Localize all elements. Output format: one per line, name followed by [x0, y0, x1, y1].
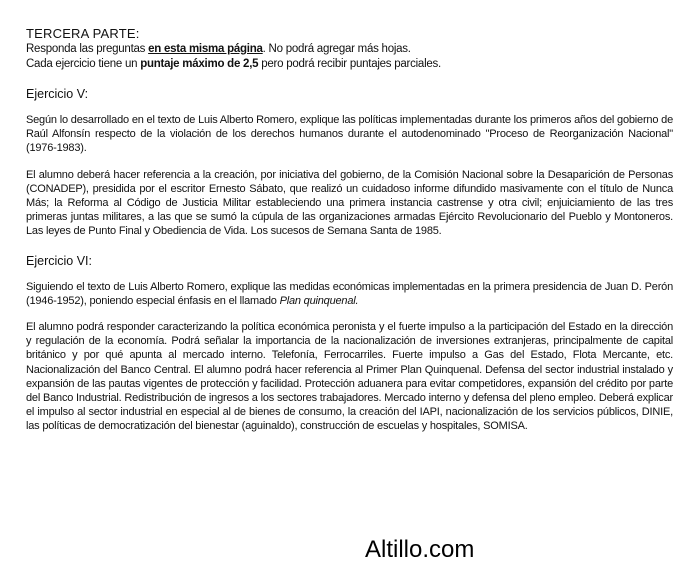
instruction-line-2: [26, 57, 673, 72]
exam-page: [26, 26, 673, 434]
instruction-1-emphasis: en esta misma página: [148, 43, 263, 55]
exercise-6-answer: El alumno podrá responder caracterizando la política económica peronista y el fuerte impulso a la participación del Estado en la dirección y regulación de la economía. Podrá señalar la importancia de la nacionalización de inversiones extranjeras, principalmente de capital británico y por qué apunta al mercado interno. Telefonía, Ferrocarriles. Fuerte impulso a Gas del Estado, Flota Mercante, etc. Nacionalización del Banco Central. El alumno podrá hacer referencia al Primer Plan Quinquenal. Defensa del sector industrial instalado y expansión de las pautas vigentes de protección y facilidad. Protección aduanera para evitar competidores, expansión del crédito por parte del Banco Industrial. Redistribución de ingresos a los sectores trabajadores. Mercado interno y defensa del pleno empleo. Deberá explicar el impulso al sector industrial en especial al de bienes de consumo, la creación del IAPI, nacionalización de los servicios públicos, DINIE, las políticas de democratización del bienestar (aguinaldo), construcción de escuelas y hospitales, SOMISA.: [26, 321, 673, 433]
exercise-6-question: [26, 280, 673, 308]
instruction-1-text: Responda las preguntas: [26, 43, 149, 55]
section-title: TERCERA PARTE:: [26, 26, 140, 41]
exercise-6-question-italic: Plan quinquenal.: [279, 294, 359, 307]
exercise-6-title: Ejercicio VI:: [26, 253, 92, 268]
exercise-6-question-text: Siguiendo el texto de Luis Alberto Romero, explique las medidas económicas implementadas en la primera presidencia de Juan D. Perón (1946-1952), poniendo especial énfasis en el llamado: [26, 280, 673, 307]
site-watermark: Altillo.com: [365, 536, 475, 563]
instruction-1-end: . No podrá agregar más hojas.: [262, 43, 411, 55]
exercise-5-question: Según lo desarrollado en el texto de Luis Alberto Romero, explique las políticas implementadas durante los primeros años del gobierno de Raúl Alfonsín respecto de la violación de los derechos humanos durante el autodenominado "Proceso de Reorganización Nacional" (1976-1983).: [26, 114, 673, 155]
instruction-2-text: Cada ejercicio tiene un: [26, 58, 141, 70]
instruction-2-emphasis: puntaje máximo de 2,5: [140, 58, 259, 70]
instruction-2-end: pero podrá recibir puntajes parciales.: [258, 58, 441, 70]
exercise-5-answer: El alumno deberá hacer referencia a la creación, por iniciativa del gobierno, de la Comisión Nacional sobre la Desaparición de Personas (CONADEP), presidida por el escritor Ernesto Sábato, que realizó un cuidadoso informe difundido masivamente con el título de Nunca Más; la Reforma al Código de Justicia Militar estableciendo una primera instancia castrense y otra civil; enjuiciamiento de las tres primeras juntas militares, a las que se sumó la cúpula de las organizaciones armadas Ejército Revolucionario del Pueblo y Montoneros. Las leyes de Punto Final y Obediencia de Vida. Los sucesos de Semana Santa de 1985.: [26, 168, 673, 238]
instruction-line-1: [26, 42, 673, 57]
exercise-5-title: Ejercicio V:: [26, 87, 89, 101]
